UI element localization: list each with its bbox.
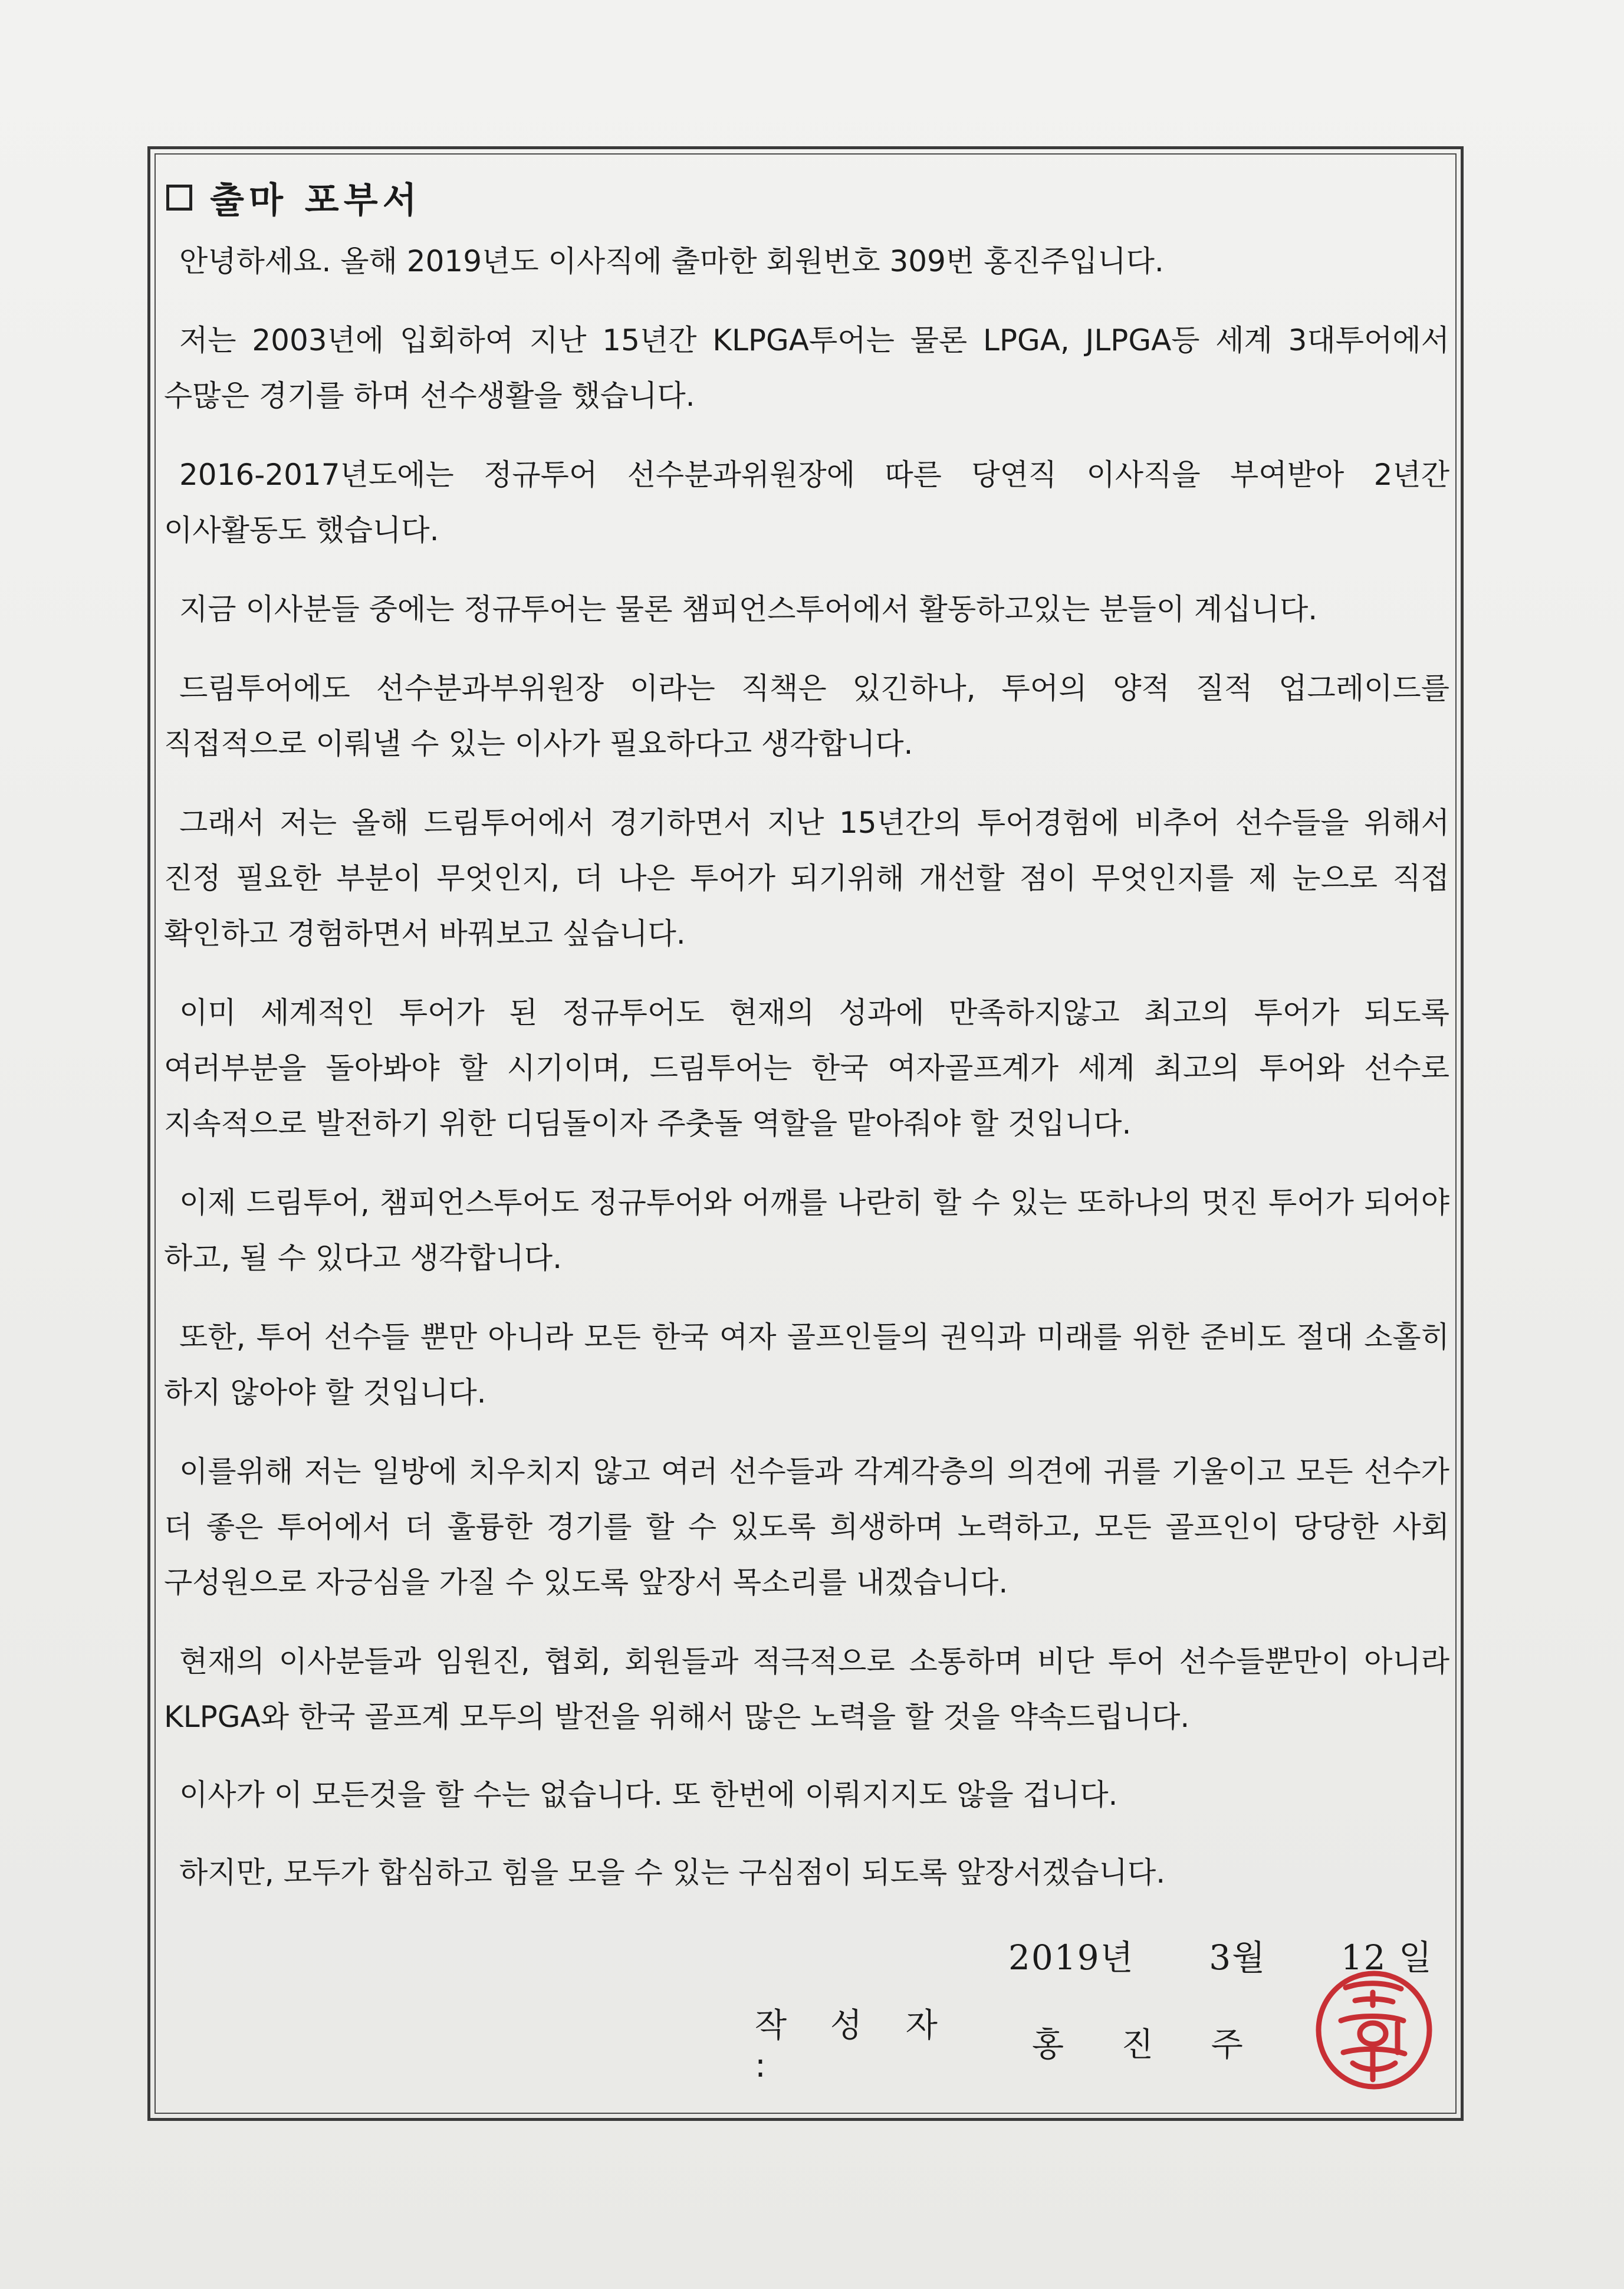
paragraph: 이사가 이 모든것을 할 수는 없습니다. 또 한번에 이뤄지지도 않을 겁니다.	[179, 1778, 1118, 1812]
paragraph: 그래서 저는 올해 드림투어에서 경기하면서 지난 15년간의 투어경험에 비추어 선수들을 위해서 진정 필요한 부분이 무엇인지, 더 나은 투어가 되기위해 개선할 점이 무엇인지를 제 눈으로 직접 확인하고 경험하면서 바꿔보고 싶습니다.	[164, 806, 1449, 951]
date-month: 3월	[1209, 1937, 1267, 1978]
document-body	[164, 165, 1449, 1923]
paragraph: 이미 세계적인 투어가 된 정규투어도 현재의 성과에 만족하지않고 최고의 투어가 되도록 여러부분을 돌아봐야 할 시기이며, 드림투어는 한국 여자골프계가 세계 최고의 투어와 선수로 지속적으로 발전하기 위한 디딤돌이자 주춧돌 역할을 맡아줘야 할 것입니다.	[164, 996, 1449, 1141]
author-label: 작 성 자 :	[755, 2006, 954, 2085]
paragraph: 드림투어에도 선수분과부위원장 이라는 직책은 있긴하나, 투어의 양적 질적 업그레이드를 직접적으로 이뤄낼 수 있는 이사가 필요하다고 생각합니다.	[164, 671, 1449, 761]
title-row	[164, 165, 1449, 230]
paragraph: 하지만, 모두가 합심하고 힘을 모을 수 있는 구심점이 되도록 앞장서겠습니다.	[179, 1855, 1166, 1890]
paragraph: 현재의 이사분들과 임원진, 협회, 회원들과 적극적으로 소통하며 비단 투어 선수들뿐만이 아니라 KLPGA와 한국 골프계 모두의 발전을 위해서 많은 노력을 할 것을 약속드립니다.	[164, 1644, 1449, 1734]
document-title: 출마 포부서	[210, 180, 422, 221]
paragraph: 이제 드림투어, 챔피언스투어도 정규투어와 어깨를 나란히 할 수 있는 또하나의 멋진 투어가 되어야 하고, 될 수 있다고 생각합니다.	[164, 1185, 1449, 1275]
date-year: 2019년	[1008, 1937, 1135, 1978]
paragraph: 또한, 투어 선수들 뿐만 아니라 모든 한국 여자 골프인들의 권익과 미래를 위한 준비도 절대 소홀히 하지 않아야 할 것입니다.	[164, 1320, 1449, 1410]
paragraph: 이를위해 저는 일방에 치우치지 않고 여러 선수들과 각계각층의 의견에 귀를 기울이고 모든 선수가 더 좋은 투어에서 더 훌륭한 경기를 할 수 있도록 희생하며 노력하고, 모든 골프인이 당당한 사회 구성원으로 자긍심을 가질 수 있도록 앞장서 목소리를 내겠습니다.	[164, 1454, 1449, 1600]
checkbox-icon	[166, 185, 192, 211]
paragraph: 2016-2017년도에는 정규투어 선수분과위원장에 따른 당연직 이사직을 부여받아 2년간 이사활동도 했습니다.	[164, 458, 1449, 547]
paragraph: 지금 이사분들 중에는 정규투어는 물론 챔피언스투어에서 활동하고있는 분들이 계십니다.	[179, 592, 1318, 626]
author-row	[755, 1999, 1267, 2085]
date-day: 12 일	[1340, 1937, 1433, 1978]
paragraph: 안녕하세요. 올해 2019년도 이사직에 출마한 회원번호 309번 홍진주입니다.	[179, 244, 1164, 278]
author-name: 홍 진 주	[1032, 2025, 1267, 2064]
paragraph: 저는 2003년에 입회하여 지난 15년간 KLPGA투어는 물론 LPGA, JLPGA등 세계 3대투어에서 수많은 경기를 하며 선수생활을 했습니다.	[164, 323, 1449, 413]
seal-stamp-icon	[1309, 1964, 1439, 2094]
